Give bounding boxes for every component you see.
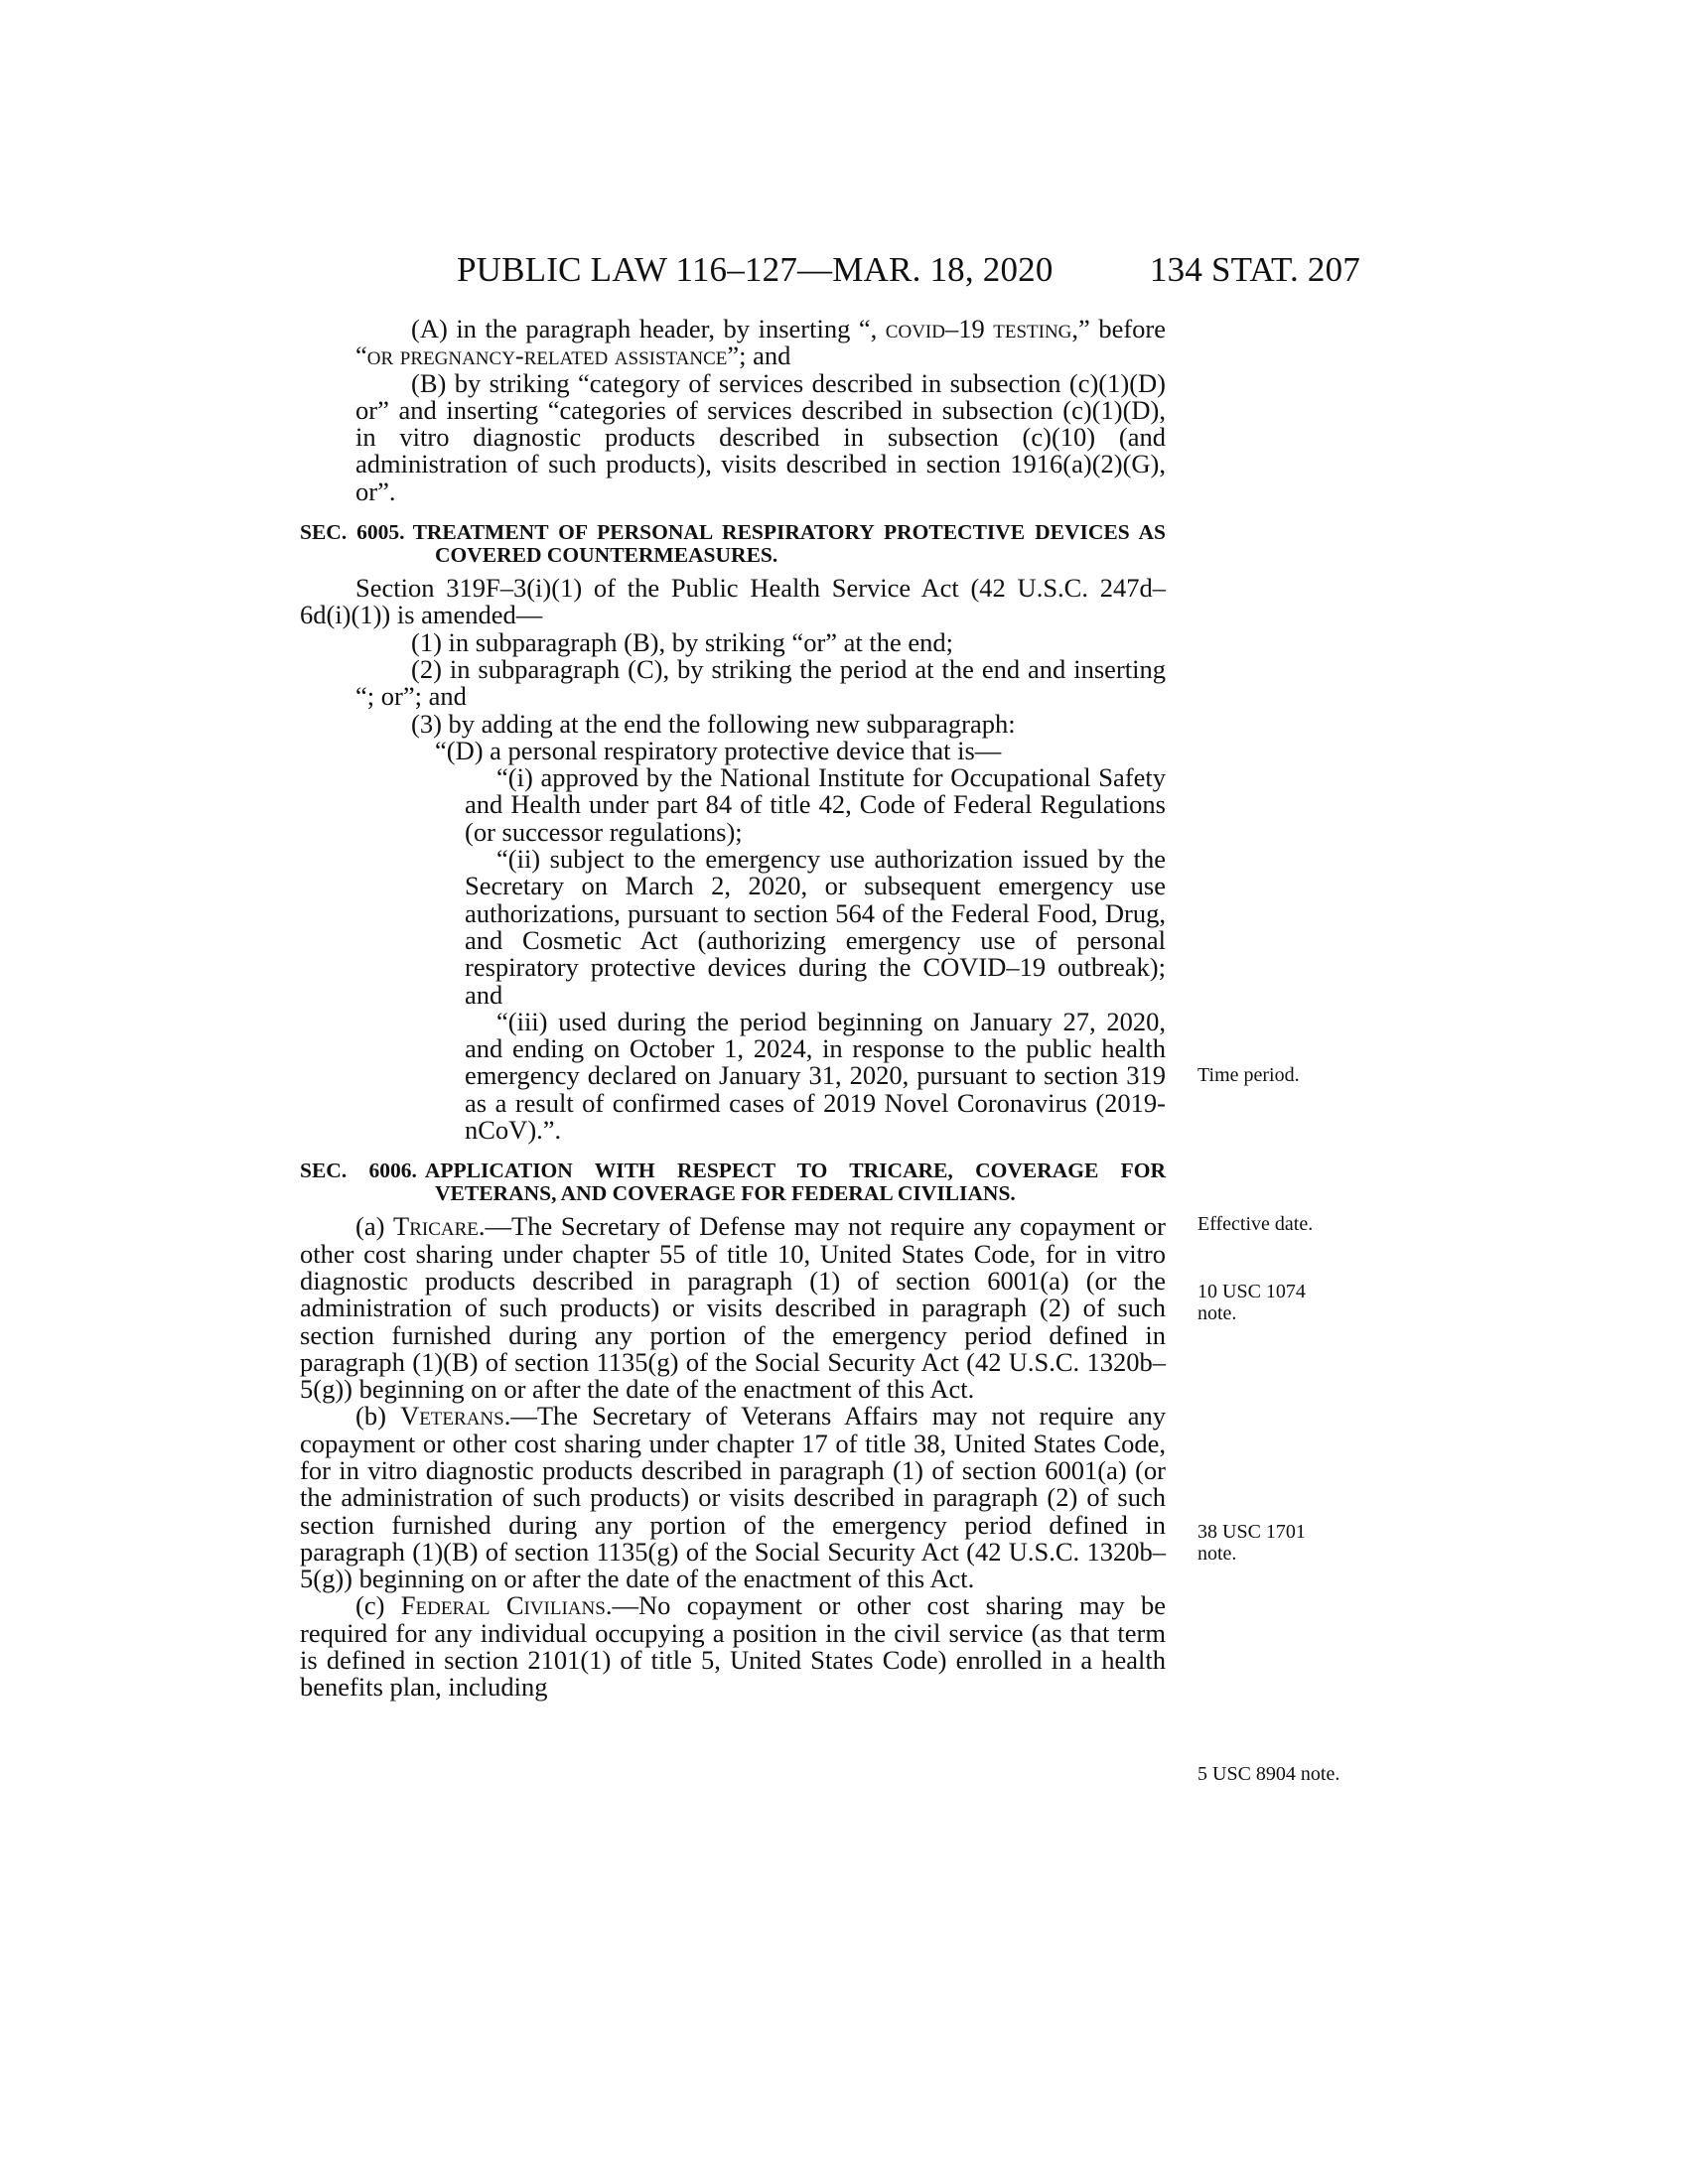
statute-page-number: 134 STAT. 207 bbox=[1149, 250, 1360, 289]
running-header-title: PUBLIC LAW 116–127—MAR. 18, 2020 bbox=[457, 250, 1054, 289]
margin-note-time-period: Time period. bbox=[1197, 1064, 1300, 1086]
margin-note-10-usc-1074: 10 USC 1074 note. bbox=[1197, 1281, 1306, 1324]
body-column bbox=[300, 316, 1166, 1702]
clause-ii: “(ii) subject to the emergency use authorization issued by the Secretary on March 2, 2020, or subsequent emergency use authorizations, pursuant to section 564 of the Federal Food, Drug, and Cosmetic Act (authorizing emergency use of personal respiratory protective devices during the COVID–19 outbreak); and bbox=[465, 844, 1166, 1010]
section-6006-heading: SEC. 6006. APPLICATION WITH RESPECT TO TRICARE, COVERAGE FOR VETERANS, AND COVERAGE FOR FEDERAL CIVILIANS. bbox=[300, 1159, 1167, 1206]
subsection-b-veterans: (b) Veterans.—The Secretary of Veterans Affairs may not require any copayment or other cost sharing under chapter 17 of title 38, United States Code, for in vitro diagnostic products described in paragraph (1) of section 6001(a) (or the administration of such products) or visits described in paragraph (2) of such section furnished during any portion of the emergency period defined in paragraph (1)(B) of section 1135(g) of the Social Security Act (42 U.S.C. 1320b–5(g)) beginning on or after the date of the enactment of this Act. bbox=[300, 1401, 1166, 1594]
section-6005-para-2: (2) in subparagraph (C), by striking the period at the end and inserting “; or”; and bbox=[355, 653, 1166, 712]
section-6005-para-1: (1) in subparagraph (B), by striking “or” at the end; bbox=[411, 626, 954, 657]
margin-note-5-usc-8904: 5 USC 8904 note. bbox=[1197, 1763, 1340, 1785]
section-6005-heading: SEC. 6005. TREATMENT OF PERSONAL RESPIRATORY PROTECTIVE DEVICES AS COVERED COUNTERMEASURES. bbox=[300, 520, 1166, 568]
margin-note-effective-date: Effective date. bbox=[1197, 1213, 1314, 1235]
clause-b: (B) by striking “category of services described in subsection (c)(1)(D) or” and inserting “categories of services described in subsection (c)(1)(D), in vitro diagnostic products described in subsection (c)(10) (and administration of such products), visits described in section 1916(a)(2)(G), or”. bbox=[355, 367, 1166, 506]
subsection-a-tricare: (a) Tricare.—The Secretary of Defense may not require any copayment or other cost sharing under chapter 55 of title 10, United States Code, for in vitro diagnostic products described in paragraph (1) of section 6001(a) (or the administration of such products) or visits described in paragraph (2) of such section furnished during any portion of the emergency period defined in paragraph (1)(B) of section 1135(g) of the Social Security Act (42 U.S.C. 1320b–5(g)) beginning on or after the date of the enactment of this Act. bbox=[300, 1211, 1166, 1405]
clause-a: (A) in the paragraph header, by inserting “, covid–19 testing,” before “or pregnancy-related assistance”; and bbox=[355, 314, 1167, 371]
section-6005-intro: Section 319F–3(i)(1) of the Public Health Service Act (42 U.S.C. 247d–6d(i)(1)) is amended— bbox=[300, 573, 1166, 630]
section-6005-para-3: (3) by adding at the end the following new subparagraph: bbox=[411, 708, 1016, 739]
clause-i: “(i) approved by the National Institute for Occupational Safety and Health under part 84 of title 42, Code of Federal Regulations (or successor regulations); bbox=[465, 762, 1166, 847]
clause-iii: “(iii) used during the period beginning on January 27, 2020, and ending on October 1, 2024, in response to the public health emergency declared on January 31, 2020, pursuant to section 319 as a result of confirmed cases of 2019 Novel Coronavirus (2019-nCoV).”. bbox=[465, 1006, 1166, 1146]
subparagraph-d: “(D) a personal respiratory protective device that is— bbox=[435, 735, 1002, 765]
subsection-c-federal-civilians: (c) Federal Civilians.—No copayment or other cost sharing may be required for any individual occupying a position in the civil service (as that term is defined in section 2101(1) of title 5, United States Code) enrolled in a health benefits plan, including bbox=[300, 1590, 1166, 1703]
margin-note-38-usc-1701: 38 USC 1701 note. bbox=[1197, 1521, 1306, 1565]
